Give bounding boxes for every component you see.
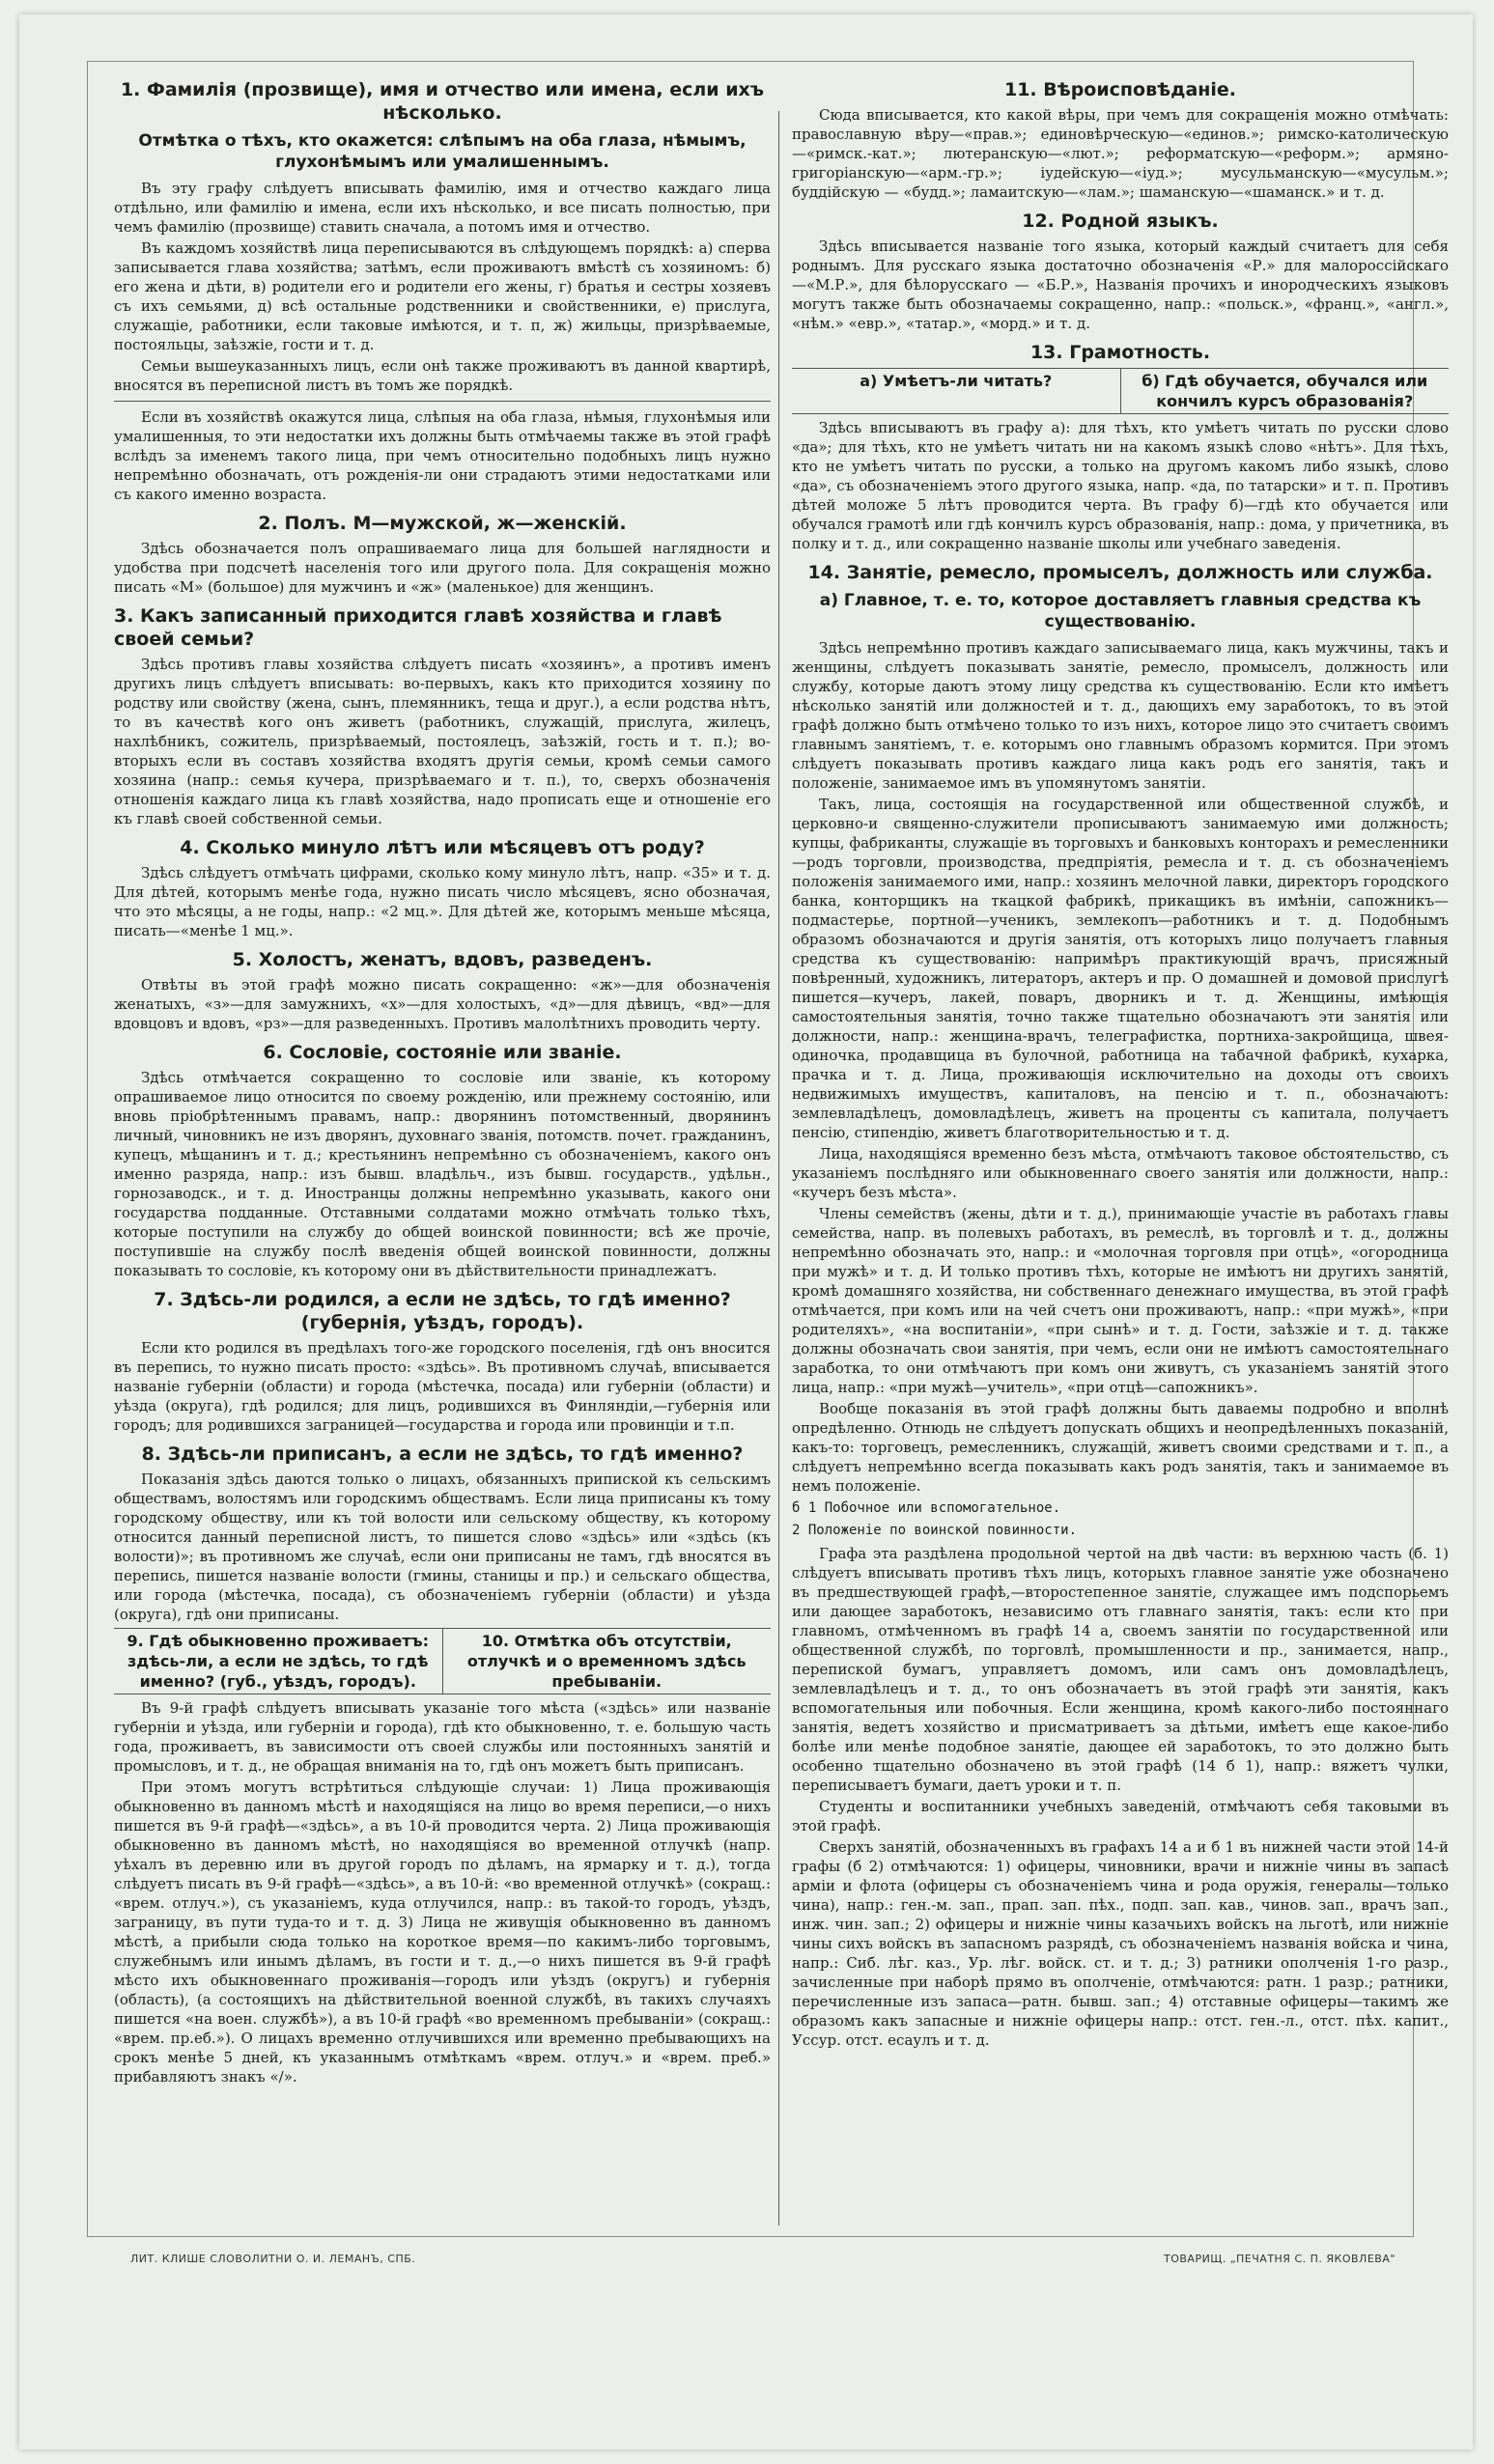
- section-3-paragraph: Здѣсь противъ главы хозяйства слѣдуетъ писать «хозяинъ», а противъ именъ другихъ лицъ слѣдуетъ вписывать: во-первыхъ, какъ кто приходится хозяину по родству или свойству (жена, сынъ, племянникъ, теща и друг.), а если родства нѣтъ, то въ качествѣ кого онъ живетъ (работникъ, служащій, прислуга, жилецъ, нахлѣбникъ, сожитель, призрѣваемый, постоялецъ, заѣзжій, гость и т. п.); во-вторыхъ если въ составъ хозяйства входятъ другія семьи, кромѣ семьи самого хозяина (напр.: семья кучера, призрѣваемаго и т. п.), то, сверхъ обозначенія отношенія каждаго лица къ главѣ хозяйства, надо прописать еще и отношеніе его къ главѣ своей собственной семьи.: [114, 656, 771, 827]
- left-column: [114, 70, 771, 2088]
- column-divider: [778, 111, 779, 2226]
- section-6-paragraph: Здѣсь отмѣчается сокращенно то сословіе или званіе, къ которому опрашиваемое лицо относится по своему рожденію, или прежнему состоянію, или вновь пріобрѣтеннымъ правамъ, напр.: дворянинъ потомственный, дворянинъ личный, чиновникъ не изъ дворянъ, духовнаго званія, потомств. почет. гражданинъ, купецъ, мѣщанинъ и т. д.; крестьянинъ непремѣнно съ обозначеніемъ, какого онъ именно разряда, напр.: изъ бывш. владѣльч., изъ бывш. государств., удѣльн., горнозаводск., и т. д. Иностранцы должны непремѣнно указывать, какого они государства подданные. Отставными солдатами можно отмѣчать только тѣхъ, которые поступили на службу до общей воинской повинности; всѣ же прочіе, поступившіе на службу послѣ введенія общей воинской повинности, должны показывать то сословіе, къ которому они въ дѣйствительности принадлежатъ.: [114, 1069, 771, 1279]
- section-10-title: 10. Отмѣтка объ отсутствіи, отлучкѣ и о временномъ здѣсь пребываніи.: [442, 1629, 772, 1694]
- section-14-paragraph: Графа эта раздѣлена продольной чертой на двѣ части: въ верхнюю часть (б. 1) слѣдуетъ вписывать противъ тѣхъ лицъ, которыхъ главное занятіе уже обозначено въ предшествующей графѣ,—второстепенное занятіе, служащее имъ подспорьемъ или дающее заработокъ, независимо отъ главнаго занятія, такъ: если кто при главномъ, отмѣченномъ въ графѣ 14 а, своемъ занятіи по государственной или общественной службѣ, по торговлѣ, промышленности и пр., занимается, напр., перепиской бумагъ, управляетъ домомъ, или самъ онъ домовладѣлецъ, землевладѣлецъ и т. д., то онъ обозначаетъ въ этой графѣ эти занятія, какъ вспомогательныя или побочныя. Если женщина, кромѣ какого-либо постояннаго занятія, ведетъ хозяйство и присматриваетъ за дѣтьми, имѣетъ еще какое-либо болѣе или менѣе подобное занятіе, дающее ей заработокъ, то это должно быть особенно тщательно обозначено въ этой графѣ (14 б 1), напр.: вяжетъ чулки, переписываетъ бумаги, даетъ уроки и т. п.: [792, 1545, 1449, 1794]
- section-4-paragraph: Здѣсь слѣдуетъ отмѣчать цифрами, сколько кому минуло лѣтъ, напр. «35» и т. д. Для дѣтей, которымъ менѣе года, нужно писать число мѣсяцевъ, ясно обозначая, что это мѣсяцы, а не годы, напр.: «2 мц.». Для дѣтей же, которымъ меньше мѣсяца, писать—«менѣе 1 мц.».: [114, 864, 771, 939]
- section-12-title: 12. Родной языкъ.: [1022, 210, 1219, 232]
- section-8-paragraph: Показанія здѣсь даются только о лицахъ, обязанныхъ припиской къ сельскимъ обществамъ, волостямъ или городскимъ обществамъ. Если лица приписаны къ тому городскому обществу, или къ той волости или сельскому обществу, къ которому относится данный переписной листъ, то пишется слово «здѣсь» или «здѣсь (къ волости)»; въ противномъ же случаѣ, если они приписаны не тамъ, гдѣ вносятся въ перепись, пишется названіе волости (гмины, станицы и пр.) и сельскаго общества, или города (мѣстечка, посада), съ обозначеніемъ губерніи (области) и уѣзда (округа), гдѣ они приписаны.: [114, 1470, 771, 1623]
- section-4-title: 4. Сколько минуло лѣтъ или мѣсяцевъ отъ роду?: [180, 837, 705, 858]
- section-1-subtitle: Отмѣтка о тѣхъ, кто окажется: слѣпымъ на оба глаза, нѣмымъ, глухонѣмымъ или умалишеннымъ.: [138, 131, 747, 172]
- section-6-title: 6. Сословіе, состояніе или званіе.: [263, 1042, 622, 1063]
- section-1-title: 1. Фамилія (прозвище), имя и отчество или имена, если ихъ нѣсколько.: [120, 79, 765, 124]
- section-3-title: 3. Какъ записанный приходится главѣ хозяйства и главѣ своей семьи?: [114, 605, 722, 650]
- printer-credit-right: ТОВАРИЩ. „ПЕЧАТНЯ С. П. ЯКОВЛЕВА": [1164, 2253, 1395, 2265]
- document-sheet: [19, 14, 1473, 2450]
- section-11-title: 11. Вѣроисповѣданіе.: [1003, 79, 1237, 100]
- section-14-paragraph: Лица, находящіяся временно безъ мѣста, отмѣчаютъ таковое обстоятельство, съ указаніемъ послѣдняго или обыкновеннаго своего занятія или должности, напр.: «кучеръ безъ мѣста».: [792, 1145, 1449, 1201]
- section-14-paragraph: Такъ, лица, состоящія на государственной или общественной службѣ, и церковно-и священно-служители прописываютъ занимаемую ими должность; купцы, фабриканты, служащіе въ торговыхъ и банковыхъ конторахъ и ремесленники—родъ торговли, производства, предпріятія, ремесла и т. д. съ обозначеніемъ положенія занимаемого ими, напр.: хозяинъ мелочной лавки, директоръ городского банка, конторщикъ на ткацкой фабрикѣ, прикащикъ въ имѣніи, сапожникъ—подмастерье, портной—ученикъ, землекопъ—работникъ и т. д. Подобнымъ образомъ обозначаются и другія занятія, отъ которыхъ лицо получаетъ главныя средства къ существованію: напримѣръ практикующій врачъ, присяжный повѣренный, художникъ, литераторъ, актеръ и пр. О домашней и домовой прислугѣ пишется—кучеръ, лакей, поваръ, дворникъ и т. д. Женщины, имѣющія самостоятельныя занятія, точно также тщательно обозначаютъ эти занятія или должности, напр.: женщина-врачъ, телеграфистка, портниха-закройщица, швея-одиночка, продавщица въ булочной, работница на табачной фабрикѣ, кухарка, прачка и т. д. Лица, проживающія исключительно на доходы отъ своихъ недвижимыхъ имуществъ, капиталовъ, на пенсію и т. п., обозначаютъ: землевладѣлецъ, домовладѣлецъ, живетъ на проценты съ капитала, получаетъ пенсію, стипендію, живетъ благотворительностью и т. д.: [792, 796, 1449, 1141]
- section-7-title: 7. Здѣсь-ли родился, а если не здѣсь, то гдѣ именно? (губернія, уѣздъ, городъ).: [154, 1289, 731, 1333]
- section-14-subtitle: а) Главное, т. е. то, которое доставляетъ главныя средства къ существованію.: [819, 591, 1422, 631]
- section-1-paragraph: Въ эту графу слѣдуетъ вписывать фамилію, имя и отчество каждаго лица отдѣльно, или фамилію и имена, если ихъ нѣсколько, и все писать полностью, при чемъ фамилію (прозвище) ставить сначала, а потомъ имя и отчество.: [114, 180, 771, 236]
- section-13b-title: б) Гдѣ обучается, обучался или кончилъ курсъ образованія?: [1120, 369, 1450, 413]
- section-14-paragraph: Члены семействъ (жены, дѣти и т. д.), принимающіе участіе въ работахъ главы семейства, напр. въ полевыхъ работахъ, въ ремеслѣ, въ торговлѣ и т. д., должны непремѣнно обозначать это, напр.: и «молочная торговля при отцѣ», «огородница при мужѣ» и т. д. И только противъ тѣхъ, которые не имѣютъ ни другихъ занятій, кромѣ домашняго хозяйства, ни собственнаго денежнаго имущества, въ этой графѣ отмѣчается, при комъ или на чей счетъ они проживаютъ, напр.: «при мужѣ», «при родителяхъ», «на воспитаніи», «при сынѣ» и т. д. Гости, заѣзжіе и т. д. также должны обозначать свои занятія, при чемъ, если они не имѣютъ самостоятельнаго заработка, то они отмѣчаютъ при комъ они живутъ, съ указаніемъ занятій этого лица, напр.: «при мужѣ—учитель», «при отцѣ—сапожникъ».: [792, 1205, 1449, 1396]
- section-9-paragraph: Въ 9-й графѣ слѣдуетъ вписывать указаніе того мѣста («здѣсь» или названіе губерніи и уѣзда, или губерніи и города), гдѣ кто обыкновенно, т. е. большую часть года, проживаетъ, въ зависимости отъ своей службы или постоянныхъ занятій и промысловъ, и т. д., не обращая вниманія на то, гдѣ онъ можетъ быть приписанъ.: [114, 1699, 771, 1775]
- section-14-paragraph: Студенты и воспитанники учебныхъ заведеній, отмѣчаютъ себя таковыми въ этой графѣ.: [792, 1798, 1449, 1834]
- section-9-paragraph: При этомъ могутъ встрѣтиться слѣдующіе случаи: 1) Лица проживающія обыкновенно въ данномъ мѣстѣ и находящіяся на лицо во время переписи,—о нихъ пишется въ 9-й графѣ—«здѣсь», а въ 10-й проводится черта. 2) Лица проживающія обыкновенно въ данномъ мѣстѣ, но находящіяся во временной отлучкѣ (напр. уѣхалъ въ деревню или въ другой городъ по дѣламъ, на ярмарку и т. д.), тогда слѣдуетъ писать въ 9-й графѣ—«здѣсь», а въ 10-й: «во временной отлучкѣ» (сокращ.: «врем. отлуч.»), съ указаніемъ, куда отлучился, напр.: въ такой-то городъ, уѣздъ, заграницу, въ пути туда-то и т. д. 3) Лица не живущія обыкновенно въ данномъ мѣстѣ, а прибыли сюда только на короткое время—по какимъ-либо торговымъ, служебнымъ или инымъ дѣламъ, въ гости и т. д.,—о нихъ пишется въ 9-й графѣ мѣсто ихъ обыкновеннаго проживанія—городъ или уѣздъ (округъ) и губернія (область), (а состоящихъ на дѣйствительной военной службѣ, въ такихъ случаяхъ пишется «на воен. службѣ»), а въ 10-й графѣ «во временномъ пребываніи» (сокращ.: «врем. пр.еб.»). О лицахъ временно отлучившихся или временно пребывающихъ на срокъ менѣе 5 дней, къ указаннымъ отмѣткамъ «врем. отлуч.» и «врем. преб.» прибавляютъ знакъ «/».: [114, 1778, 771, 2086]
- section-1-paragraph: Въ каждомъ хозяйствѣ лица переписываются въ слѣдующемъ порядкѣ: а) сперва записывается глава хозяйства; затѣмъ, если проживаютъ вмѣстѣ съ хозяиномъ: б) его жена и дѣти, в) родители его и родители его жены, г) братья и сестры хозяевъ съ ихъ семьями, д) всѣ остальные родственники и свойственники, е) прислуга, служащіе, работники, если таковые имѣются, и т. п, ж) жильцы, призрѣваемые, постояльцы, заѣзжіе, гости и т. д.: [114, 239, 771, 353]
- section-11-paragraph: Сюда вписывается, кто какой вѣры, при чемъ для сокращенія можно отмѣчать: православную вѣру—«прав.»; единовѣрческую—«единов.»; римско-католическую—«римск.-кат.»; лютеранскую—«лют.»; реформатскую—«реформ.»; армяно-григоріанскую—«арм.-гр.»; іудейскую—«іуд.»; мусульманскую—«мусульм.»; буддійскую — «будд.»; ламаитскую—«лам.»; шаманскую—«шаманск.» и т. д.: [792, 106, 1449, 201]
- section-14b1-label: б 1 Побочное или вспомогательное.: [792, 1500, 1061, 1516]
- section-13a-title: а) Умѣетъ-ли читать?: [860, 372, 1053, 390]
- section-5-paragraph: Отвѣты въ этой графѣ можно писать сокращенно: «ж»—для обозначенія женатыхъ, «з»—для замужнихъ, «х»—для холостыхъ, «д»—для дѣвицъ, «вд»—для вдовцовъ и вдовъ, «рз»—для разведенныхъ. Противъ малолѣтнихъ проводить черту.: [114, 976, 771, 1032]
- printer-credit-left: ЛИТ. КЛИШЕ СЛОВОЛИТНИ О. И. ЛЕМАНЪ, СПБ.: [130, 2253, 416, 2265]
- section-1-paragraph: Если въ хозяйствѣ окажутся лица, слѣпыя на оба глаза, нѣмыя, глухонѣмыя или умалишенныя, то эти недостатки ихъ должны быть отмѣчаемы также въ этой графѣ вслѣдъ за именемъ такого лица, при чемъ относительно подобныхъ лицъ нужно непремѣнно обозначать, отъ рожденія-ли они страдаютъ этими недостатками или съ какого именно возраста.: [114, 408, 771, 503]
- section-2-paragraph: Здѣсь обозначается полъ опрашиваемаго лица для большей наглядности и удобства при подсчетѣ населенія того или другого пола. Для сокращенія можно писать «М» (большое) для мужчинъ и «ж» (маленькое) для женщинъ.: [114, 540, 771, 596]
- section-5-title: 5. Холостъ, женатъ, вдовъ, разведенъ.: [232, 949, 653, 970]
- rule: [114, 401, 771, 402]
- right-column: [792, 70, 1449, 2052]
- section-13-title: 13. Грамотность.: [1029, 342, 1211, 363]
- section-9-title: 9. Гдѣ обыкновенно проживаетъ: здѣсь-ли, а если не здѣсь, то гдѣ именно? (губ., уѣздъ, городъ).: [127, 1632, 430, 1691]
- section-14-paragraph: Здѣсь непремѣнно противъ каждаго записываемаго лица, какъ мужчины, такъ и женщины, слѣдуетъ показывать занятіе, ремесло, промыселъ, должность или службу, которые даютъ этому лицу средства къ существованію. Если кто имѣетъ нѣсколько занятій или должностей и т. д., дающихъ ему заработокъ, то въ этой графѣ должно быть отмѣчено только то изъ нихъ, которое лицо это считаетъ своимъ главнымъ занятіемъ, т. е. которымъ оно главнымъ образомъ кормится. При этомъ слѣдуетъ показывать противъ каждаго лица какъ родъ его занятія, такъ и положеніе, занимаемое имъ въ упомянутомъ занятіи.: [792, 639, 1449, 792]
- section-14-paragraph: Сверхъ занятій, обозначенныхъ въ графахъ 14 а и б 1 въ нижней части этой 14-й графы (б 2) отмѣчаются: 1) офицеры, чиновники, врачи и нижніе чины въ запасѣ арміи и флота (офицеры съ обозначеніемъ чина и рода оружія, генералы—только чина), напр.: ген.-м. зап., прап. зап. пѣх., подп. зап. кав., чинов. зап., врачъ зап., инж. чин. зап.; 2) офицеры и нижніе чины казачьихъ войскъ на льготѣ, или нижніе чины сихъ войскъ въ запасномъ разрядѣ, съ обозначеніемъ названія войска и чина, напр.: Сиб. лѣг. каз., Ур. лѣг. войск. ст. и т. д.; 3) ратники ополченія 1-го разр., зачисленные при наборѣ прямо въ ополченіе, отмѣчаются: ратн. 1 разр.; ратники, перечисленные изъ запаса—ратн. бывш. зап.; 4) отставные офицеры—такимъ же образомъ какъ запасные и нижніе офицеры напр.: отст. ген.-л., отст. пѣх. капит., Уссур. отст. есаулъ и т. д.: [792, 1838, 1449, 2049]
- section-7-paragraph: Если кто родился въ предѣлахъ того-же городского поселенія, гдѣ онъ вносится въ перепись, то нужно писать просто: «здѣсь». Въ противномъ случаѣ, вписывается названіе губерніи (области) и города (мѣстечка, посада) или губерніи (области) и уѣзда (округа), гдѣ родился; для лицъ, родившихся въ Финляндіи,—губернія или городъ; для родившихся заграницей—государства и города или провинціи и т.п.: [114, 1339, 771, 1434]
- section-13-paragraph: Здѣсь вписываютъ въ графу а): для тѣхъ, кто умѣетъ читать по русски слово «да»; для тѣхъ, кто не умѣетъ читать ни на какомъ языкѣ слово «нѣтъ». Для тѣхъ, кто не умѣетъ читать по русски, а только на другомъ какомъ либо языкѣ, слово «да», съ обозначеніемъ этого другого языка, напр. «да, по татарски» и т. п. Противъ дѣтей моложе 5 лѣтъ проводится черта. Въ графу б)—гдѣ кто обучается или обучался грамотѣ или гдѣ кончилъ курсъ образованія, напр.: дома, у причетника, въ полку и т. д., или сокращенно названіе школы или учебнаго заведенія.: [792, 419, 1449, 552]
- section-14b2-label: 2 Положеніе по воинской повинности.: [792, 1523, 1078, 1538]
- section-12-paragraph: Здѣсь вписывается названіе того языка, который каждый считаетъ для себя роднымъ. Для русскаго языка достаточно обозначенія «Р.» для малороссійскаго—«М.Р.», для бѣлорусскаго — «Б.Р.», Названія прочихъ и инородческихъ языковъ могутъ также быть обозначаемы сокращенно, напр.: «польск.», «франц.», «англ.», «нѣм.» «евр.», «татар.», «морд.» и т. д.: [792, 238, 1449, 332]
- section-13-header: [792, 368, 1449, 414]
- section-14-title: 14. Занятіе, ремесло, промыселъ, должность или служба.: [807, 562, 1433, 583]
- section-1-paragraph: Семьи вышеуказанныхъ лицъ, если онѣ также проживаютъ въ данной квартирѣ, вносятся въ переписной листъ въ томъ же порядкѣ.: [114, 357, 771, 394]
- section-8-title: 8. Здѣсь-ли приписанъ, а если не здѣсь, то гдѣ именно?: [141, 1443, 744, 1465]
- section-14-paragraph: Вообще показанія въ этой графѣ должны быть даваемы подробно и вполнѣ опредѣленно. Отнюдь не слѣдуетъ допускать общихъ и неопредѣленныхъ показаній, какъ-то: торговецъ, ремесленникъ, служащій, живетъ своими средствами и т. п., а слѣдуетъ непремѣнно всегда показывать какъ родъ занятія, такъ и занимаемое въ немъ положеніе.: [792, 1400, 1449, 1495]
- sections-9-10-header: [114, 1628, 771, 1694]
- section-2-title: 2. Полъ. М—мужской, ж—женскій.: [258, 513, 627, 534]
